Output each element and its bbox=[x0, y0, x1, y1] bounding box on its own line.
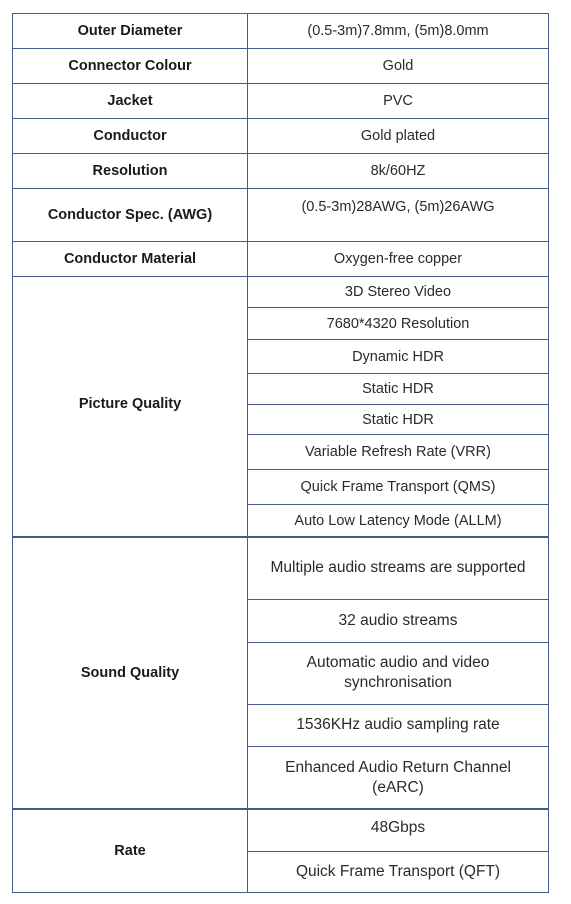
sound-quality-group bbox=[13, 538, 548, 809]
table-row bbox=[13, 154, 548, 189]
spec-value: Multiple audio streams are supported bbox=[248, 538, 548, 600]
spec-value: Auto Low Latency Mode (ALLM) bbox=[294, 513, 502, 529]
spec-value: Quick Frame Transport (QFT) bbox=[295, 862, 501, 880]
spec-value: PVC bbox=[247, 84, 548, 118]
spec-key: Outer Diameter bbox=[77, 23, 183, 39]
spec-value: 3D Stereo Video bbox=[248, 277, 548, 308]
table-row bbox=[13, 14, 548, 49]
spec-key: Conductor Spec. (AWG) bbox=[47, 207, 213, 223]
spec-value: Gold bbox=[247, 49, 548, 83]
picture-quality-group bbox=[13, 277, 548, 537]
spec-value: Gold plated bbox=[247, 119, 548, 153]
spec-key: Rate bbox=[114, 842, 146, 859]
table-row bbox=[13, 119, 548, 154]
table-row bbox=[13, 84, 548, 119]
sound-quality-values bbox=[247, 538, 548, 809]
rate-values bbox=[247, 810, 548, 892]
spec-value: 32 audio streams bbox=[248, 600, 548, 643]
table-row bbox=[13, 242, 548, 277]
rate-group bbox=[13, 810, 548, 892]
spec-table bbox=[12, 13, 549, 893]
spec-key: Jacket bbox=[107, 93, 153, 109]
spec-key: Resolution bbox=[92, 163, 168, 179]
spec-value: 8k/60HZ bbox=[247, 154, 548, 188]
spec-value: (0.5-3m)28AWG, (5m)26AWG bbox=[247, 189, 548, 241]
spec-value: Static HDR bbox=[248, 405, 548, 435]
spec-value: (0.5-3m)7.8mm, (5m)8.0mm bbox=[247, 14, 548, 48]
spec-value: 1536KHz audio sampling rate bbox=[248, 705, 548, 747]
spec-value: Quick Frame Transport (QMS) bbox=[248, 470, 548, 505]
spec-value: Variable Refresh Rate (VRR) bbox=[248, 435, 548, 470]
spec-key: Conductor bbox=[93, 128, 167, 144]
spec-value: Dynamic HDR bbox=[248, 340, 548, 374]
spec-key: Sound Quality bbox=[80, 665, 180, 681]
spec-key: Conductor Material bbox=[63, 251, 197, 267]
spec-key: Connector Colour bbox=[68, 58, 192, 74]
spec-value: Enhanced Audio Return Channel (eARC) bbox=[285, 758, 511, 796]
spec-key: Picture Quality bbox=[78, 396, 182, 412]
spec-value: Automatic audio and video synchronisation bbox=[248, 643, 548, 705]
picture-quality-values bbox=[247, 277, 548, 537]
table-row bbox=[13, 49, 548, 84]
spec-value: 48Gbps bbox=[248, 810, 548, 852]
spec-value: Oxygen-free copper bbox=[247, 242, 548, 276]
spec-value: 7680*4320 Resolution bbox=[248, 308, 548, 340]
spec-value: Static HDR bbox=[248, 374, 548, 405]
table-row bbox=[13, 189, 548, 242]
